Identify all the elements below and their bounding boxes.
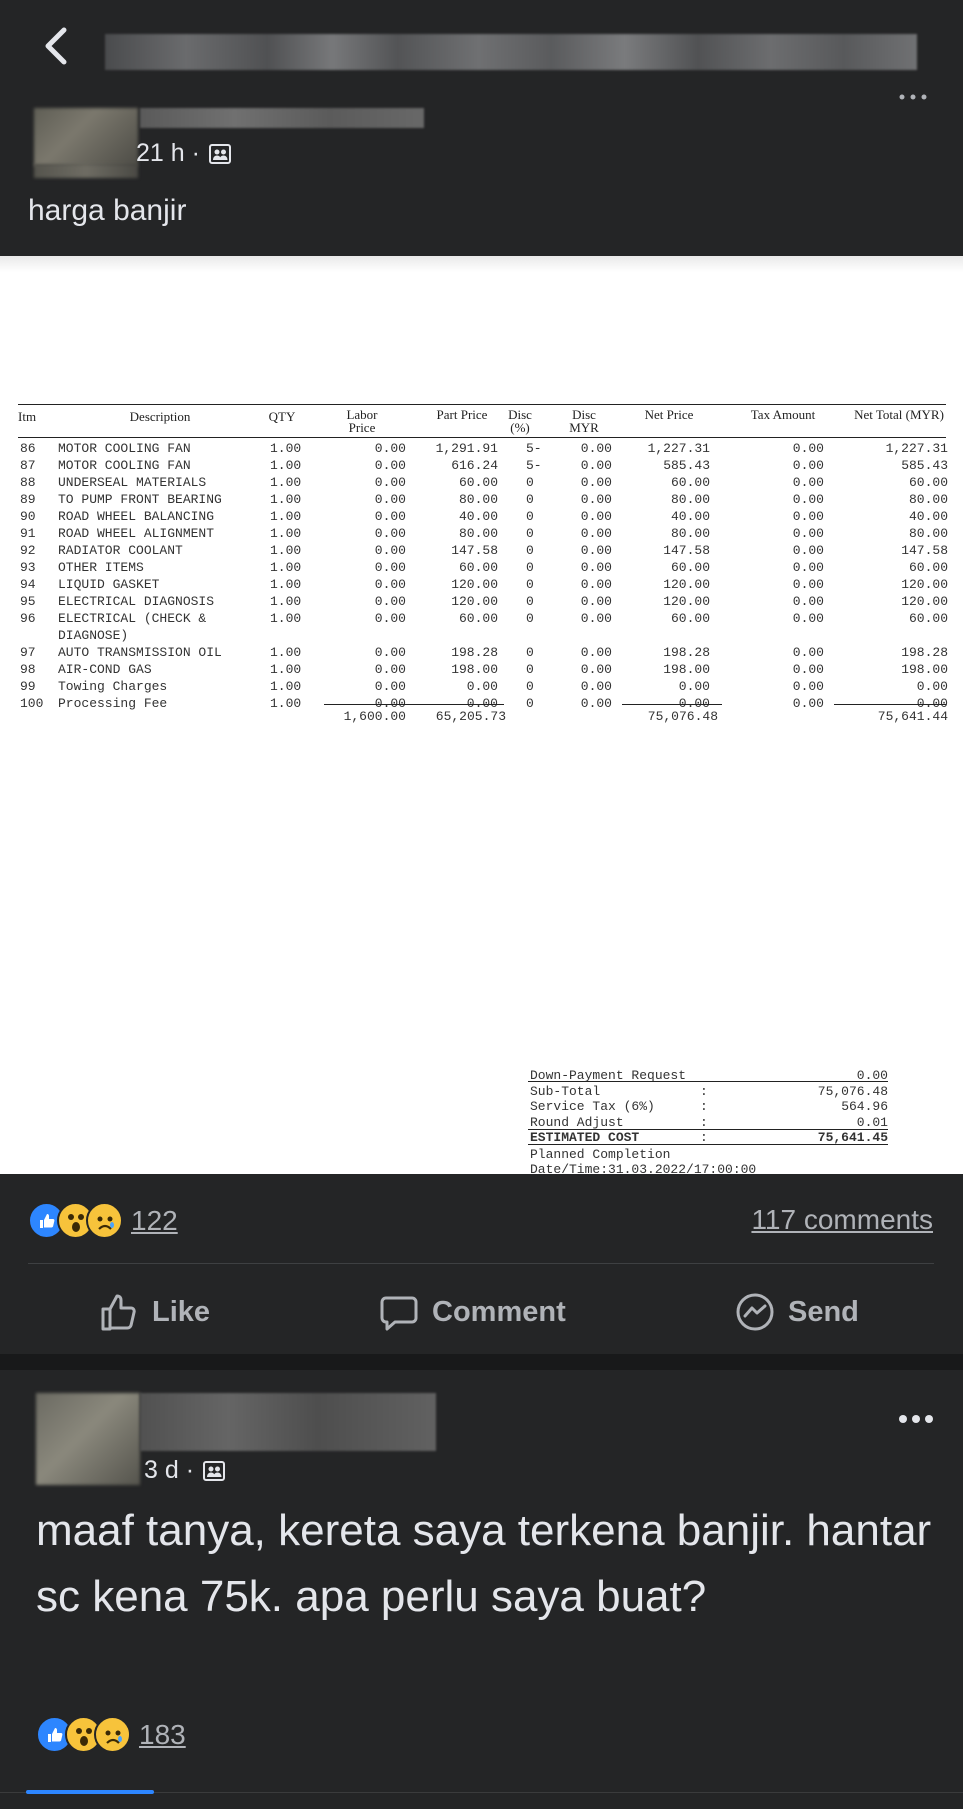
reactions-summary[interactable] [28, 1202, 178, 1239]
post-photo-invoice[interactable] [0, 256, 963, 1174]
item-part: 60.00 [458, 475, 498, 490]
item-tax: 0.00 [792, 645, 824, 660]
item-net-total: 198.28 [901, 645, 948, 660]
item-part: 147.58 [451, 543, 498, 558]
item-description: OTHER ITEMS [58, 560, 144, 575]
item-disc-pct: 0 [526, 526, 534, 541]
item-net-total: 120.00 [901, 577, 948, 592]
item-no: 98 [20, 662, 36, 677]
item-disc-myr: 0.00 [580, 611, 612, 626]
item-part: 60.00 [458, 560, 498, 575]
item-disc-pct: 0 [526, 577, 534, 592]
messenger-icon [734, 1291, 776, 1333]
col-header-labor: Labor Price [346, 407, 378, 435]
summary-separator: : [700, 1083, 708, 1099]
item-net-total: 0.00 [916, 679, 948, 694]
item-net-price: 60.00 [670, 560, 710, 575]
item-net-total: 120.00 [901, 594, 948, 609]
item-net-total: 40.00 [908, 509, 948, 524]
item-qty: 1.00 [270, 543, 302, 558]
send-label: Send [788, 1295, 859, 1328]
item-disc-myr: 0.00 [580, 441, 612, 456]
item-disc-myr: 0.00 [580, 594, 612, 609]
item-qty: 1.00 [270, 577, 302, 592]
item-labor: 0.00 [374, 611, 406, 626]
item-qty: 1.00 [270, 645, 302, 660]
item-description: DIAGNOSE) [58, 628, 129, 643]
group-title-blurred[interactable] [105, 34, 917, 70]
item-tax: 0.00 [792, 441, 824, 456]
item-description: ROAD WHEEL BALANCING [58, 509, 215, 524]
item-description: ELECTRICAL DIAGNOSIS [58, 594, 215, 609]
item-no: 88 [20, 475, 36, 490]
summary-value: 75,076.48 [817, 1083, 888, 1099]
item-tax: 0.00 [792, 475, 824, 490]
item-net-price: 120.00 [663, 594, 710, 609]
send-button[interactable] [734, 1272, 859, 1352]
item-net-total: 60.00 [908, 560, 948, 575]
item-labor: 0.00 [374, 441, 406, 456]
totals-rule-net [622, 704, 722, 705]
item-tax: 0.00 [792, 560, 824, 575]
section-separator [0, 1354, 963, 1370]
totals-rule-left [324, 704, 504, 705]
item-qty: 1.00 [270, 662, 302, 677]
item-no: 87 [20, 458, 36, 473]
col-header-part: Part Price [436, 407, 488, 422]
item-labor: 0.00 [374, 679, 406, 694]
comment-reactions-summary[interactable] [36, 1716, 186, 1753]
item-disc-myr: 0.00 [580, 560, 612, 575]
like-button[interactable] [98, 1272, 210, 1352]
item-disc-myr: 0.00 [580, 577, 612, 592]
author-avatar-edge [34, 164, 138, 178]
item-disc-pct: 0 [526, 560, 534, 575]
item-tax: 0.00 [792, 543, 824, 558]
total-net-total: 75,641.44 [877, 709, 948, 724]
item-qty: 1.00 [270, 560, 302, 575]
item-no: 91 [20, 526, 36, 541]
summary-value: 564.96 [841, 1099, 888, 1114]
item-part: 198.28 [451, 645, 498, 660]
item-disc-pct: 0 [526, 645, 534, 660]
item-labor: 0.00 [374, 594, 406, 609]
item-description: ELECTRICAL (CHECK & [58, 611, 207, 626]
item-disc-pct: 5- [526, 458, 542, 473]
item-tax: 0.00 [792, 492, 824, 507]
item-net-price: 198.00 [663, 662, 710, 677]
item-part: 0.00 [466, 679, 498, 694]
totals-rule-total [834, 704, 946, 705]
summary-value: 0.01 [856, 1114, 888, 1130]
summary-row [528, 1114, 888, 1131]
comment-button[interactable] [378, 1272, 566, 1352]
item-labor: 0.00 [374, 696, 406, 711]
item-net-total: 147.58 [901, 543, 948, 558]
total-part: 65,205.73 [435, 709, 506, 724]
comment-body: maaf tanya, kereta saya terkena banjir. hantar sc kena 75k. apa perlu saya buat? [36, 1506, 932, 1621]
summary-label: Round Adjust [530, 1114, 624, 1130]
item-net-total: 80.00 [908, 492, 948, 507]
item-description: Towing Charges [58, 679, 168, 694]
planned-completion-date: Date/Time:31.03.2022/17:00:00 [530, 1162, 757, 1174]
item-qty: 1.00 [270, 594, 302, 609]
item-disc-myr: 0.00 [580, 696, 612, 711]
item-labor: 0.00 [374, 475, 406, 490]
photo-edge [0, 256, 963, 272]
item-net-total: 60.00 [908, 475, 948, 490]
col-header-net-total: Net Total (MYR) [854, 407, 944, 422]
author-avatar[interactable] [34, 108, 138, 166]
item-description: MOTOR COOLING FAN [58, 458, 191, 473]
more-options-icon[interactable] [898, 1413, 934, 1425]
item-description: UNDERSEAL MATERIALS [58, 475, 207, 490]
item-part: 80.00 [458, 526, 498, 541]
item-disc-myr: 0.00 [580, 458, 612, 473]
item-disc-pct: 5- [526, 441, 542, 456]
item-disc-pct: 0 [526, 679, 534, 694]
item-qty: 1.00 [270, 526, 302, 541]
item-disc-pct: 0 [526, 509, 534, 524]
comment-time: 3 d · [144, 1456, 195, 1484]
summary-value: 75,641.45 [817, 1130, 888, 1145]
item-no: 97 [20, 645, 36, 660]
item-disc-myr: 0.00 [580, 645, 612, 660]
item-part: 120.00 [451, 577, 498, 592]
item-labor: 0.00 [374, 509, 406, 524]
commenter-avatar[interactable] [36, 1393, 140, 1485]
summary-rule-1 [528, 1081, 888, 1082]
item-disc-myr: 0.00 [580, 509, 612, 524]
col-header-net-price: Net Price [644, 407, 694, 422]
item-tax: 0.00 [792, 679, 824, 694]
comment-meta [144, 1456, 226, 1485]
item-disc-pct: 0 [526, 492, 534, 507]
item-tax: 0.00 [792, 611, 824, 626]
item-net-total: 1,227.31 [885, 441, 948, 456]
post-caption: harga banjir [28, 194, 187, 227]
item-description: TO PUMP FRONT BEARING [58, 492, 222, 507]
col-header-disc-myr: Disc MYR [569, 407, 599, 435]
group-privacy-icon [208, 142, 232, 166]
item-no: 90 [20, 509, 36, 524]
item-tax: 0.00 [792, 696, 824, 711]
item-description: MOTOR COOLING FAN [58, 441, 191, 456]
item-no: 92 [20, 543, 36, 558]
summary-value: 0.00 [856, 1068, 888, 1083]
reaction-count[interactable]: 122 [131, 1204, 178, 1236]
col-header-qty: QTY [268, 409, 296, 424]
item-disc-pct: 0 [526, 475, 534, 490]
item-disc-myr: 0.00 [580, 662, 612, 677]
item-description: AIR-COND GAS [58, 662, 152, 677]
item-net-total: 585.43 [901, 458, 948, 473]
item-tax: 0.00 [792, 594, 824, 609]
item-disc-pct: 0 [526, 696, 534, 711]
item-no: 89 [20, 492, 36, 507]
item-tax: 0.00 [792, 509, 824, 524]
item-disc-myr: 0.00 [580, 679, 612, 694]
item-labor: 0.00 [374, 526, 406, 541]
item-labor: 0.00 [374, 645, 406, 660]
item-tax: 0.00 [792, 662, 824, 677]
item-part: 120.00 [451, 594, 498, 609]
item-part: 198.00 [451, 662, 498, 677]
item-description: ROAD WHEEL ALIGNMENT [58, 526, 215, 541]
item-description: RADIATOR COOLANT [58, 543, 183, 558]
summary-separator: : [700, 1114, 708, 1130]
item-net-price: 147.58 [663, 543, 710, 558]
like-icon [98, 1291, 140, 1333]
post-actions [0, 1272, 963, 1352]
item-net-total: 198.00 [901, 662, 948, 677]
group-privacy-icon [202, 1459, 226, 1483]
item-disc-myr: 0.00 [580, 475, 612, 490]
summary-label: ESTIMATED COST [530, 1130, 640, 1145]
summary-rule-2 [528, 1129, 888, 1130]
item-tax: 0.00 [792, 577, 824, 592]
item-net-total: 0.00 [916, 696, 948, 711]
total-net-price: 75,076.48 [647, 709, 718, 724]
commenter-name-blurred[interactable] [140, 1393, 436, 1451]
item-part: 0.00 [466, 696, 498, 711]
col-header-description: Description [129, 409, 191, 424]
item-no: 93 [20, 560, 36, 575]
comments-count-link[interactable]: 117 comments [751, 1204, 933, 1235]
item-description: Processing Fee [58, 696, 168, 711]
sad-reaction-icon [86, 1202, 123, 1239]
item-net-price: 40.00 [670, 509, 710, 524]
item-disc-pct: 0 [526, 543, 534, 558]
item-description: AUTO TRANSMISSION OIL [58, 645, 222, 660]
item-disc-pct: 0 [526, 662, 534, 677]
item-description: LIQUID GASKET [58, 577, 160, 592]
comment-reaction-count[interactable]: 183 [139, 1718, 186, 1750]
item-labor: 0.00 [374, 662, 406, 677]
item-net-total: 60.00 [908, 611, 948, 626]
item-disc-myr: 0.00 [580, 492, 612, 507]
item-part: 60.00 [458, 611, 498, 626]
item-net-price: 120.00 [663, 577, 710, 592]
item-qty: 1.00 [270, 509, 302, 524]
item-qty: 1.00 [270, 458, 302, 473]
item-net-price: 80.00 [670, 526, 710, 541]
summary-label: Down-Payment Request [530, 1068, 687, 1083]
item-part: 80.00 [458, 492, 498, 507]
item-qty: 1.00 [270, 696, 302, 711]
col-header-itm: Itm [18, 409, 37, 424]
back-arrow-icon[interactable] [38, 24, 74, 68]
item-net-price: 0.00 [678, 679, 710, 694]
more-options-icon[interactable] [898, 90, 928, 104]
item-qty: 1.00 [270, 611, 302, 626]
post-meta [136, 139, 232, 168]
item-disc-pct: 0 [526, 611, 534, 626]
col-header-tax: Tax Amount [750, 407, 816, 422]
summary-separator: : [700, 1099, 708, 1114]
table-header-rule [18, 437, 946, 438]
sad-reaction-icon [94, 1716, 131, 1753]
item-net-price: 60.00 [670, 611, 710, 626]
item-net-price: 80.00 [670, 492, 710, 507]
item-labor: 0.00 [374, 543, 406, 558]
item-net-total: 80.00 [908, 526, 948, 541]
item-labor: 0.00 [374, 577, 406, 592]
item-no: 100 [20, 696, 44, 711]
summary-row [528, 1083, 888, 1100]
item-net-price: 60.00 [670, 475, 710, 490]
comment-icon [378, 1291, 420, 1333]
item-part: 616.24 [451, 458, 498, 473]
item-disc-myr: 0.00 [580, 543, 612, 558]
like-label: Like [152, 1295, 211, 1328]
col-header-disc-pct: Disc (%) [508, 407, 532, 435]
summary-row [528, 1099, 888, 1115]
item-tax: 0.00 [792, 526, 824, 541]
summary-rule-3 [528, 1144, 888, 1145]
total-labor: 1,600.00 [343, 709, 406, 724]
item-no: 95 [20, 594, 36, 609]
post-time: 21 h · [136, 139, 200, 167]
item-net-price: 198.28 [663, 645, 710, 660]
item-qty: 1.00 [270, 679, 302, 694]
item-qty: 1.00 [270, 441, 302, 456]
item-net-price: 585.43 [663, 458, 710, 473]
item-labor: 0.00 [374, 560, 406, 575]
item-qty: 1.00 [270, 475, 302, 490]
item-tax: 0.00 [792, 458, 824, 473]
item-net-price: 0.00 [678, 696, 710, 711]
summary-label: Sub-Total [530, 1083, 601, 1099]
scroll-indicator [26, 1790, 154, 1794]
summary-label: Service Tax (6%) [530, 1099, 655, 1114]
planned-completion-label: Planned Completion [530, 1147, 671, 1162]
item-disc-pct: 0 [526, 594, 534, 609]
table-top-rule [18, 404, 946, 405]
summary-separator: : [700, 1130, 708, 1145]
item-no: 86 [20, 441, 36, 456]
item-net-price: 1,227.31 [647, 441, 710, 456]
item-labor: 0.00 [374, 458, 406, 473]
item-part: 40.00 [458, 509, 498, 524]
item-disc-myr: 0.00 [580, 526, 612, 541]
item-no: 96 [20, 611, 36, 626]
item-qty: 1.00 [270, 492, 302, 507]
item-no: 99 [20, 679, 36, 694]
divider [28, 1263, 934, 1264]
cost-summary [528, 1068, 888, 1146]
comment-label: Comment [432, 1295, 566, 1328]
item-labor: 0.00 [374, 492, 406, 507]
author-name-blurred[interactable] [140, 108, 424, 128]
item-no: 94 [20, 577, 36, 592]
item-part: 1,291.91 [435, 441, 498, 456]
